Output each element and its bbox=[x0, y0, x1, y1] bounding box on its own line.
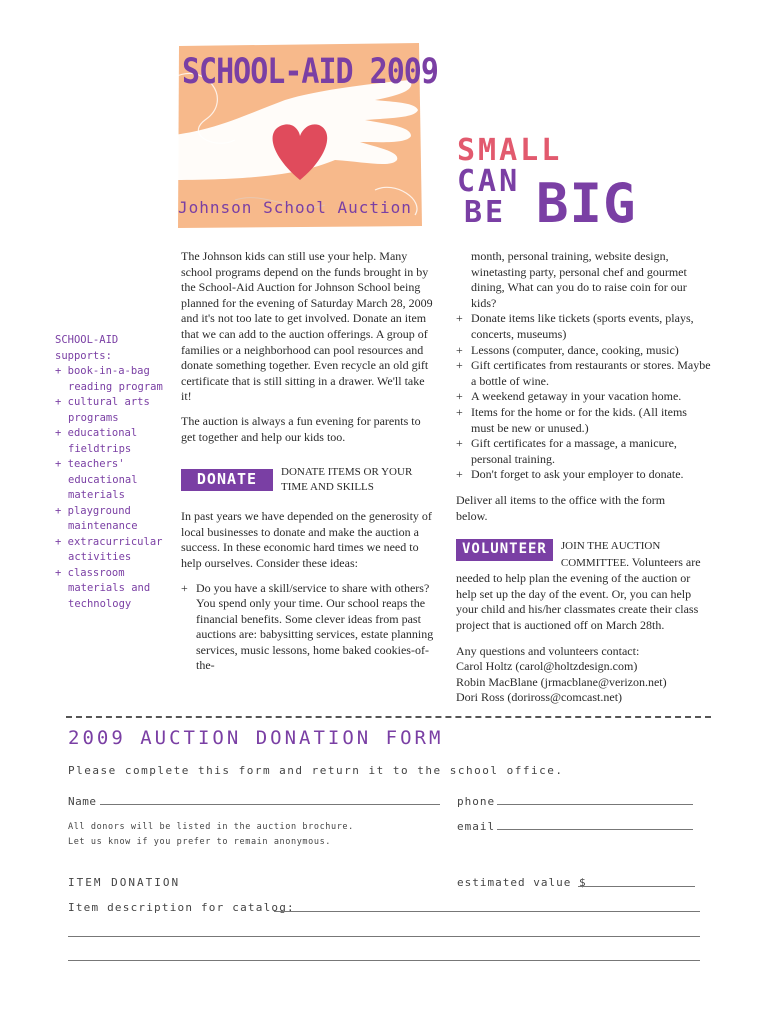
sidebar-item: + extracurricular activities bbox=[55, 535, 163, 563]
idea-bullet: + Donate items like tickets (sports events, plays, concerts, museums) bbox=[456, 311, 694, 341]
item-description-line-3[interactable] bbox=[68, 960, 700, 961]
phone-label: phone bbox=[457, 795, 496, 808]
contact-item: Carol Holtz (carol@holtzdesign.com) bbox=[456, 659, 638, 674]
name-label: Name bbox=[68, 795, 97, 808]
intro-paragraph: The Johnson kids can still use your help. Many school programs depend on the funds brought in by the School-Aid Auction for Johnson School being planned for the evening of Saturday March 28, 2009 and it's not too late to get involved. Donate an item that we can add to the auction offerings. A group of families or a neighborhood can pool resources and donate something together. Even recycle an old gift certificate that is still sitting in a drawer. We'll take it! bbox=[181, 249, 433, 404]
slogan-small: SMALL bbox=[457, 133, 563, 168]
item-description-line-2[interactable] bbox=[68, 936, 700, 937]
contact-item: Robin MacBlane (jrmacblane@verizon.net) bbox=[456, 674, 667, 689]
item-description-label: Item description for catalog: bbox=[68, 901, 295, 914]
sidebar-item: + cultural arts programs bbox=[55, 396, 150, 424]
form-title: 2009 AUCTION DONATION FORM bbox=[68, 727, 444, 749]
sidebar-supports-list bbox=[55, 333, 175, 612]
continued-text: month, personal training, website design, winetasting party, personal chef and gourmet dining, What can you do to raise coin for our kids? bbox=[471, 249, 687, 310]
volunteer-heading: JOIN THE AUCTION COMMITTEE. bbox=[560, 540, 661, 569]
slogan-can: CAN bbox=[457, 164, 521, 199]
contact-heading: Any questions and volunteers contact: bbox=[456, 643, 640, 658]
idea-bullet: + Gift certificates for a massage, a manicure, personal training. bbox=[456, 436, 677, 466]
logo-title: SCHOOL-AID 2009 bbox=[182, 52, 438, 93]
sidebar-item: + teachers' educational materials bbox=[55, 458, 138, 501]
skill-bullet: + Do you have a skill/service to share with others? You spend only your time. Our school reaps the financial benefits. Some clever ideas from past auctions are: babysitting services, estate planning services, music lessons, home baked cookies-of-the- bbox=[181, 580, 434, 673]
slogan-big: BIG bbox=[536, 172, 637, 235]
idea-bullet: + Gift certificates from restaurants or stores. Maybe a bottle of wine. bbox=[456, 358, 711, 388]
idea-bullet: + Don't forget to ask your employer to donate. bbox=[456, 467, 684, 482]
donor-note-1: All donors will be listed in the auction brochure. bbox=[68, 822, 354, 832]
email-field[interactable] bbox=[497, 829, 693, 830]
logo-subtitle: Johnson School Auction bbox=[178, 198, 412, 217]
donor-note-2: Let us know if you prefer to remain anonymous. bbox=[68, 837, 332, 847]
email-label: email bbox=[457, 820, 496, 833]
sidebar-item: + educational fieldtrips bbox=[55, 427, 138, 455]
phone-field[interactable] bbox=[497, 804, 693, 805]
slogan-be: BE bbox=[464, 195, 507, 230]
left-column bbox=[181, 249, 438, 674]
estimated-value-label: estimated value $ bbox=[457, 876, 587, 889]
idea-bullet: + Items for the home or for the kids. (All items must be new or unused.) bbox=[456, 404, 687, 435]
idea-bullet: + A weekend getaway in your vacation home. bbox=[456, 389, 682, 404]
past-years-paragraph: In past years we have depended on the generosity of local businesses to donate and make the auction a success. In these economic hard times we need to help ourselves. Consider these ideas: bbox=[181, 509, 432, 570]
sidebar-heading: SCHOOL-AID supports: bbox=[55, 334, 119, 362]
volunteer-text: Volunteers are needed to help plan the evening of the auction or help set up the day of the event. Or, you can help your child and his/her classmates create their class project that is auctioned off on March 28th. bbox=[456, 554, 701, 633]
item-donation-label: ITEM DONATION bbox=[68, 876, 181, 889]
cut-line bbox=[66, 716, 711, 718]
sidebar-item: + book-in-a-bag reading program bbox=[55, 365, 163, 393]
right-column bbox=[456, 249, 712, 706]
item-description-field[interactable] bbox=[274, 911, 700, 912]
volunteer-block bbox=[456, 538, 712, 634]
form-instructions: Please complete this form and return it to the school office. bbox=[68, 764, 564, 777]
sidebar-item: + playground maintenance bbox=[55, 504, 138, 532]
contact-item: Dori Ross (doriross@comcast.net) bbox=[456, 690, 623, 705]
donate-badge: DONATE bbox=[181, 469, 273, 491]
estimated-value-field[interactable] bbox=[578, 886, 695, 887]
volunteer-badge: VOLUNTEER bbox=[456, 539, 553, 561]
fun-paragraph: The auction is always a fun evening for parents to get together and help our kids too. bbox=[181, 413, 421, 444]
donate-block bbox=[181, 465, 438, 495]
sidebar-item: + classroom materials and technology bbox=[55, 566, 151, 610]
idea-bullet: + Lessons (computer, dance, cooking, music) bbox=[456, 342, 679, 357]
deliver-paragraph: Deliver all items to the office with the form below. bbox=[456, 492, 666, 523]
donate-caption: DONATE ITEMS OR YOUR TIME AND SKILLS bbox=[281, 466, 413, 494]
name-field[interactable] bbox=[100, 804, 440, 805]
